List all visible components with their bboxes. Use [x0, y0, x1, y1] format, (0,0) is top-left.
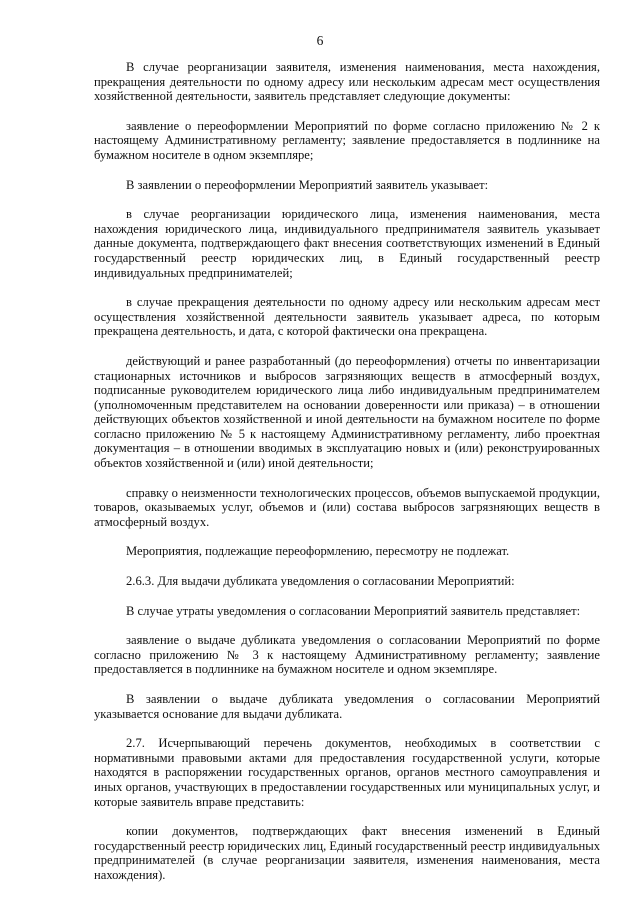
paragraph-reorganization-intro: В случае реорганизации заявителя, изменения наименования, места нахождения, прекращения деятельности по одному адресу или нескольким адресам мест осуществления хозяйственной деятельности, заявитель представляет следующие документы:	[94, 60, 600, 104]
paragraph-unchanged-processes-certificate: справку о неизменности технологических процессов, объемов выпускаемой продукции, товаров, оказываемых услуг, объемов и (или) состава выбросов загрязняющих веществ в атмосферный воздух.	[94, 485, 600, 529]
paragraph-section-2-6-3: 2.6.3. Для выдачи дубликата уведомления о согласовании Мероприятий:	[126, 574, 515, 589]
paragraph-duplicate-reason: В заявлении о выдаче дубликата уведомления о согласовании Мероприятий указывается основание для выдачи дубликата.	[94, 692, 600, 721]
paragraph-register-copies: копии документов, подтверждающих факт внесения изменений в Единый государственный реестр юридических лиц, Единый государственный реестр индивидуальных предпринимателей (в случае реорганизации заявителя, изменения наименования, места нахождения).	[94, 824, 600, 882]
paragraph-duplicate-application: заявление о выдаче дубликата уведомления о согласовании Мероприятий по форме согласно приложению № 3 к настоящему Административному регламенту; заявление предоставляется в подлиннике на бумажном носителе и одном экземпляре.	[94, 633, 600, 677]
paragraph-section-2-7: 2.7. Исчерпывающий перечень документов, необходимых в соответствии с нормативными правовыми актами для предоставления государственной услуги, которые находятся в распоряжении государственных органов, органов местного самоуправления и иных органов, участвующих в предоставлении государственных или муниципальных услуг, и которые заявитель вправе представить:	[94, 736, 600, 809]
page-number: 6	[316, 33, 324, 48]
document-body	[94, 60, 600, 898]
paragraph-reorganization-case: в случае реорганизации юридического лица, изменения наименования, места нахождения юридического лица, индивидуального предпринимателя заявитель указывает данные документа, подтверждающего факт внесения соответствующих изменений в Единый государственный реестр юридических лиц, в Единый государственный реестр индивидуальных предпринимателей;	[94, 207, 600, 280]
paragraph-inventory-reports: действующий и ранее разработанный (до переоформления) отчеты по инвентаризации стационарных источников и выбросов загрязняющих веществ в атмосферный воздух, подписанные руководителем юридического лица либо индивидуальным предпринимателем (уполномоченным представителем на основании доверенности или приказа) – в отношении действующих объектов хозяйственной и иной деятельности на бумажном носителе по форме согласно приложению № 5 к настоящему Административному регламенту, либо проектная документация – в отношении вводимых в эксплуатацию новых и (или) реконструированных объектов хозяйственной и (или) иной деятельности;	[94, 353, 600, 471]
paragraph-reissue-specifies: В заявлении о переоформлении Мероприятий заявитель указывает:	[126, 177, 489, 192]
paragraph-termination-case: в случае прекращения деятельности по одному адресу или нескольким адресам мест осуществления хозяйственной деятельности заявитель указывает адреса, по которым прекращена деятельность, и дата, с которой фактически она прекращена.	[94, 295, 600, 339]
paragraph-reissue-application: заявление о переоформлении Мероприятий по форме согласно приложению № 2 к настоящему Административному регламенту; заявление предоставляется в подлиннике на бумажном носителе в одном экземпляре;	[94, 118, 600, 162]
paragraph-loss-case: В случае утраты уведомления о согласовании Мероприятий заявитель представляет:	[126, 603, 581, 618]
paragraph-no-revision: Мероприятия, подлежащие переоформлению, пересмотру не подлежат.	[126, 544, 510, 559]
